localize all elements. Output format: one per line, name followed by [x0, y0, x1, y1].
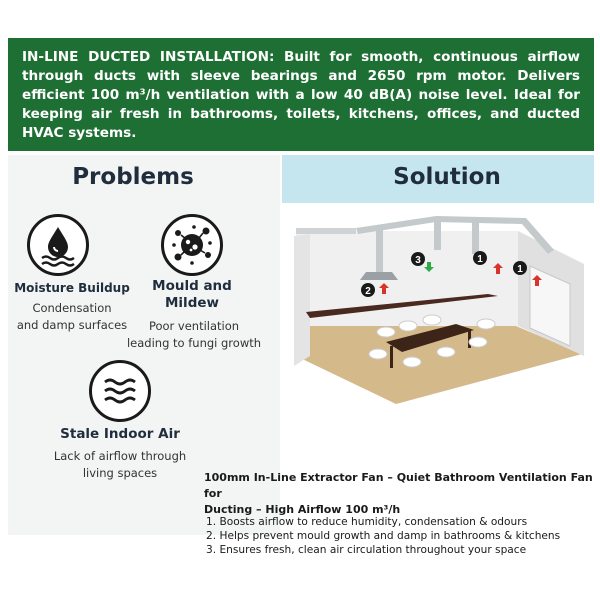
product-title-line-1: 100mm In-Line Extractor Fan – Quiet Bathroom Ventilation Fan for [204, 471, 593, 500]
benefits-list [206, 515, 598, 557]
svg-text:1: 1 [517, 264, 523, 275]
stale-air-desc-line-2: living spaces [82, 466, 158, 480]
moisture-desc-line-2: and damp surfaces [16, 318, 128, 332]
mould-desc-line-2: leading to fungi growth [126, 336, 262, 350]
svg-text:3: 3 [415, 255, 421, 266]
stale-air-desc [50, 448, 190, 482]
mould-title-line-2: Mildew [165, 295, 219, 311]
product-title-line-2: Ducting – High Airflow 100 m³/h [204, 503, 401, 516]
mould-title [132, 278, 252, 312]
benefit-item: 1. Boosts airflow to reduce humidity, condensation & odours [206, 516, 528, 528]
feature-banner [8, 38, 594, 151]
mould-desc-line-1: Poor ventilation [148, 319, 240, 333]
benefit-item: 3. Ensures fresh, clean air circulation throughout your space [206, 544, 527, 556]
mould-title-line-1: Mould and [152, 278, 232, 294]
svg-text:1: 1 [477, 254, 483, 265]
room-illustration [286, 206, 592, 412]
benefit-item: 2. Helps prevent mould growth and damp in bathrooms & kitchens [206, 530, 561, 542]
moisture-desc [4, 300, 140, 334]
svg-text:2: 2 [365, 286, 371, 297]
solution-title: Solution [393, 164, 501, 190]
banner-text: IN-LINE DUCTED INSTALLATION: Built for smooth, continuous airflow through ducts with sleeve bearings and 2650 rpm motor. Delivers efficient 100 m³/h ventilation with a low 40 dB(A) noise level. Ideal for keeping air fresh in bathrooms, toilets, kitchens, offices, and ducted HVAC systems. [22, 49, 580, 141]
water-drop-icon [27, 214, 89, 276]
product-title [204, 470, 596, 518]
moisture-desc-line-1: Condensation [32, 301, 112, 315]
stale-air-title: Stale Indoor Air [60, 426, 180, 442]
room-svg [286, 206, 592, 412]
moisture-title: Moisture Buildup [14, 281, 130, 295]
air-waves-icon [89, 360, 151, 422]
stale-air-desc-line-1: Lack of airflow through [53, 449, 187, 463]
mould-icon [161, 214, 223, 276]
problems-title: Problems [72, 164, 194, 190]
mould-desc [124, 318, 264, 352]
